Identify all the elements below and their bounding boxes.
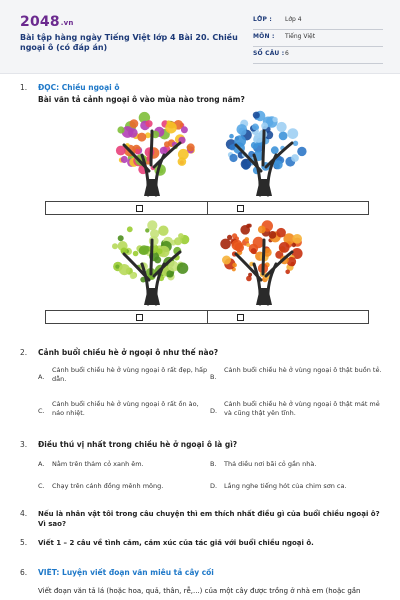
question-prompt: Điều thú vị nhất trong chiều hè ở ngoại ô là gì? — [38, 440, 238, 449]
autumn-tree-image-svg — [208, 218, 320, 306]
logo-suffix: .vn — [60, 19, 74, 27]
option-text: Cảnh buổi chiều hè ở vùng ngoại ô thật buồn tẻ. — [224, 366, 382, 374]
question-number: 3. — [20, 440, 28, 449]
site-logo[interactable] — [20, 14, 74, 30]
winter-tree-image — [208, 109, 320, 197]
answer-checkbox[interactable] — [237, 205, 244, 212]
question-number: 6. — [20, 568, 28, 577]
option-text: Cảnh buổi chiều hè ở vùng ngoại ô rất ồn ào, náo nhiệt. — [52, 400, 199, 417]
meta-row-question-count — [253, 48, 383, 64]
option-letter: C. — [38, 407, 45, 415]
section-title: ĐỌC: Chiều ngoại ô — [38, 83, 120, 92]
section-title: VIẾT: Luyện viết đoạn văn miêu tả cây cối — [38, 568, 214, 577]
question-number: 5. — [20, 538, 28, 547]
answer-checkbox[interactable] — [136, 205, 143, 212]
option-text: Lắng nghe tiếng hót của chim sơn ca. — [224, 482, 347, 490]
question-prompt: Viết 1 – 2 câu về tình cảm, cảm xúc của tác giả với buổi chiều ngoại ô. — [38, 539, 314, 547]
answer-checkbox[interactable] — [237, 314, 244, 321]
option-letter: A. — [38, 373, 45, 381]
meta-value: Tiếng Việt — [285, 33, 316, 40]
divider — [207, 202, 208, 214]
winter-tree-image-svg — [208, 109, 320, 197]
answer-checkbox-row-1 — [45, 201, 369, 215]
option-letter: C. — [38, 482, 45, 490]
question-6 — [20, 568, 382, 600]
question-3 — [20, 440, 382, 452]
meta-label: SỐ CÂU : — [253, 50, 285, 57]
spring-tree-image-svg — [96, 109, 208, 197]
logo-text: 2048 — [20, 14, 60, 30]
autumn-tree-image — [208, 218, 320, 306]
option-letter: D. — [210, 407, 218, 415]
option-letter: D. — [210, 482, 218, 490]
answer-checkbox-row-2 — [45, 310, 369, 324]
question-number: 1. — [20, 83, 28, 92]
meta-row-grade — [253, 14, 383, 30]
question-prompt: Nếu là nhân vật tôi trong câu chuyện thì em thích nhất điều gì của buổi chiều ngoại ô? Vì sao? — [38, 510, 380, 528]
option-text: Thả diều nơi bãi cỏ gần nhà. — [224, 460, 317, 468]
answer-checkbox[interactable] — [136, 314, 143, 321]
option-letter: B. — [210, 373, 217, 381]
option-letter: A. — [38, 460, 45, 468]
option-text: Nằm trên thảm cỏ xanh êm. — [52, 460, 144, 468]
question-number: 4. — [20, 509, 28, 518]
meta-label: MÔN : — [253, 33, 275, 40]
meta-value: Lớp 4 — [285, 16, 302, 23]
option-text: Cảnh buổi chiều hè ở vùng ngoại ô thật mát mẻ và cũng thật yên tĩnh. — [224, 400, 380, 417]
question-4 — [20, 509, 382, 528]
worksheet-header — [0, 0, 400, 74]
option-text: Cảnh buổi chiều hè ở vùng ngoại ô rất đẹp, hấp dẫn. — [52, 366, 208, 383]
question-number: 2. — [20, 348, 28, 357]
document-title: Bài tập hàng ngày Tiếng Việt lớp 4 Bài 20. Chiều ngoại ô (có đáp án) — [20, 33, 238, 52]
meta-value: 6 — [285, 50, 289, 57]
divider — [207, 311, 208, 323]
option-text: Chạy trên cánh đồng mênh mông. — [52, 482, 164, 490]
spring-tree-image — [96, 109, 208, 197]
summer-tree-image-svg — [96, 218, 208, 306]
question-prompt: Viết đoạn văn tả lá (hoặc hoa, quả, thân, rễ,...) của một cây được trồng ở nhà em (hoặc gần — [38, 587, 361, 595]
meta-row-subject — [253, 31, 383, 47]
summer-tree-image — [96, 218, 208, 306]
meta-label: LỚP : — [253, 16, 272, 23]
option-letter: B. — [210, 460, 217, 468]
question-5 — [20, 538, 382, 550]
question-prompt: Bài văn tả cảnh ngoại ô vào mùa nào trong năm? — [38, 95, 245, 104]
question-2 — [20, 348, 382, 360]
question-prompt: Cảnh buổi chiều hè ở ngoại ô như thế nào? — [38, 348, 219, 357]
meta-info — [253, 14, 383, 65]
